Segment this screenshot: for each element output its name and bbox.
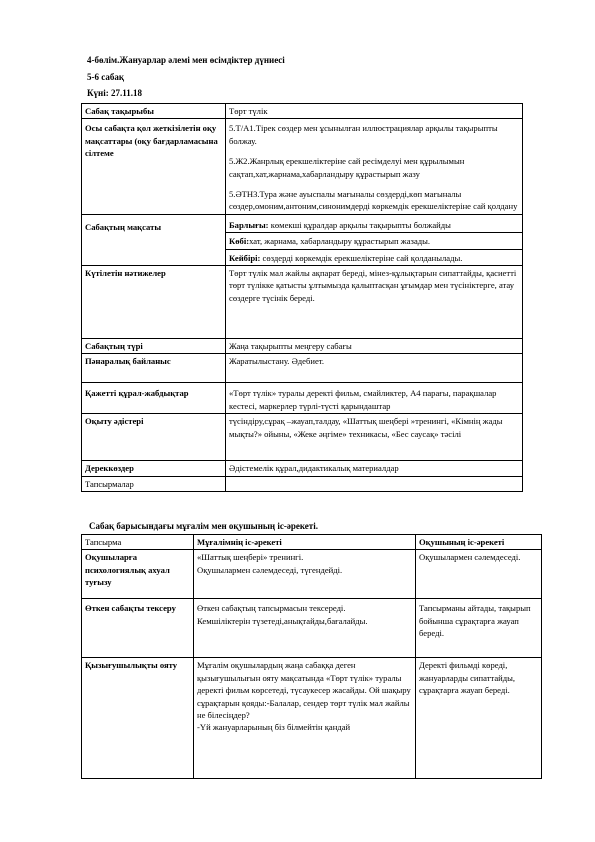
activity-table [81,534,542,779]
table-row [82,119,523,214]
student-cell: Оқушылармен сәлемдеседі. [416,550,542,599]
links-value: Жаратылыстану. Әдебиет. [226,354,523,383]
table-row [82,599,542,658]
table-row [82,214,523,265]
table-header-row [82,535,542,550]
table-row [82,354,523,383]
outcome-value: Төрт түлік мал жайлы ақпарат береді, мінез-құлықтарын сипаттайды, қасиетті төрт түлікке қатысты ұлтымызда қалыптасқан ұғымдар мен түсініктерге, атау сөздерге түсінік береді. [226,266,523,339]
column-header: Мұғалімнің іс-әрекеті [194,535,416,550]
student-cell: Тапсырманы айтады, тақырып бойынша сұрақтарға жауап береді. [416,599,542,658]
table-row [82,550,542,599]
goals-cell [226,119,523,214]
aim-most: Көбі:хат, жарнама, хабарландыру құрастырып жазады. [226,233,522,249]
methods-value: түсіндіру,сұрақ –жауап,талдау, «Шаттық шеңбері »тренингі, «Кімнің жады мықты?» ойыны, «Жеке әңгіме» техникасы, «Бес саусақ» тәсілі [226,414,523,461]
chapter-heading: 4-бөлім.Жануарлар әлемі мен өсімдіктер дүниесі [87,55,285,65]
aims-cell [226,214,523,265]
table-row [82,339,523,354]
goals-label: Осы сабақта қол жеткізілетін оқу мақсаттары (оқу бағдарламасына сілтеме [82,119,226,214]
topic-value: Төрт түлік [226,104,523,119]
task-cell: Оқушыларға психологиялық ахуал туғызу [82,550,194,599]
table-row [82,104,523,119]
aim-some: Кейбірі: сөздерді көркемдік ерекшеліктеріне сай қолданылады. [229,252,463,263]
column-header: Оқушының іс-әрекеті [416,535,542,550]
lesson-plan-table [81,103,523,492]
goal-item: 5.ӘТН3.Тура және ауыспалы мағыналы сөздерді,көп мағыналы сөздер,омоним,антоним,синонимдерді көркемдік ерекшеліктеріне сай қолдану [229,189,518,212]
teacher-cell: Мұғалім оқушылардың жаңа сабаққа деген қызығушылығын ояту мақсатында «Төрт түлік» туралы деректі фильм көрсетеді, түсаукесер жасайды. Ой шақыру сұрақтарын қояды:-Балалар, сендер төрт түлік мал жайлы не білесіңдер? -Үй жануарларының біз білмейтін қандай [194,658,416,779]
table-row [82,383,523,414]
lesson-date: Күні: 27.11.18 [87,88,142,98]
sources-label: Дереккөздер [82,461,226,476]
task-cell: Өткен сабақты тексеру [82,599,194,658]
outcome-label: Күтілетін нәтижелер [82,266,226,339]
goal-item: 5.Ж2.Жанрлық ерекшеліктеріне сай ресімделуі мен құрылымын сақтап,хат,жарнама,хабарландыру құрастырып жазу [229,156,465,179]
tasks-value [226,476,523,491]
type-value: Жаңа тақырыпты меңгеру сабағы [226,339,523,354]
aim-label: Сабақтың мақсаты [82,214,226,265]
aim-all: Барлығы: көмекші құралдар арқылы тақырыпты болжайды [226,215,522,233]
links-label: Пәнаралық байланыс [82,354,226,383]
sources-value: Әдістемелік құрал,дидактикалық материалдар [226,461,523,476]
activity-title: Сабақ барысындағы мұғалім мен оқушының іс-әрекеті. [89,521,318,531]
topic-label: Сабақ тақырыбы [82,104,226,119]
table-row [82,414,523,461]
column-header: Тапсырма [82,535,194,550]
resources-value: «Төрт түлік» туралы деректі фильм, смайликтер, А4 парағы, парақшалар кестесі, маркерлер түрлі-түсті қарындаштар [226,383,523,414]
table-row [82,266,523,339]
teacher-cell: «Шаттық шеңбері» тренингі. Оқушылармен сәлемдеседі, түгендейді. [194,550,416,599]
teacher-cell: Өткен сабақтың тапсырмасын тексереді. Кемшіліктерін түзетеді,анықтайды,бағалайды. [194,599,416,658]
methods-label: Оқыту әдістері [82,414,226,461]
student-cell: Деректі фильмді көреді, жануарларды сипаттайды, сұрақтарға жауап береді. [416,658,542,779]
table-row [82,461,523,476]
lesson-number: 5-6 сабақ [87,72,125,82]
resources-label: Қажетті құрал-жабдықтар [82,383,226,414]
type-label: Сабақтың түрі [82,339,226,354]
table-row [82,658,542,779]
task-cell: Қызығушылықты ояту [82,658,194,779]
tasks-label: Тапсырмалар [82,476,226,491]
table-row [82,476,523,491]
goal-item: 5.Т/А1.Тірек сөздер мен ұсынылған иллюстрациялар арқылы тақырыпты болжау. [229,123,498,146]
